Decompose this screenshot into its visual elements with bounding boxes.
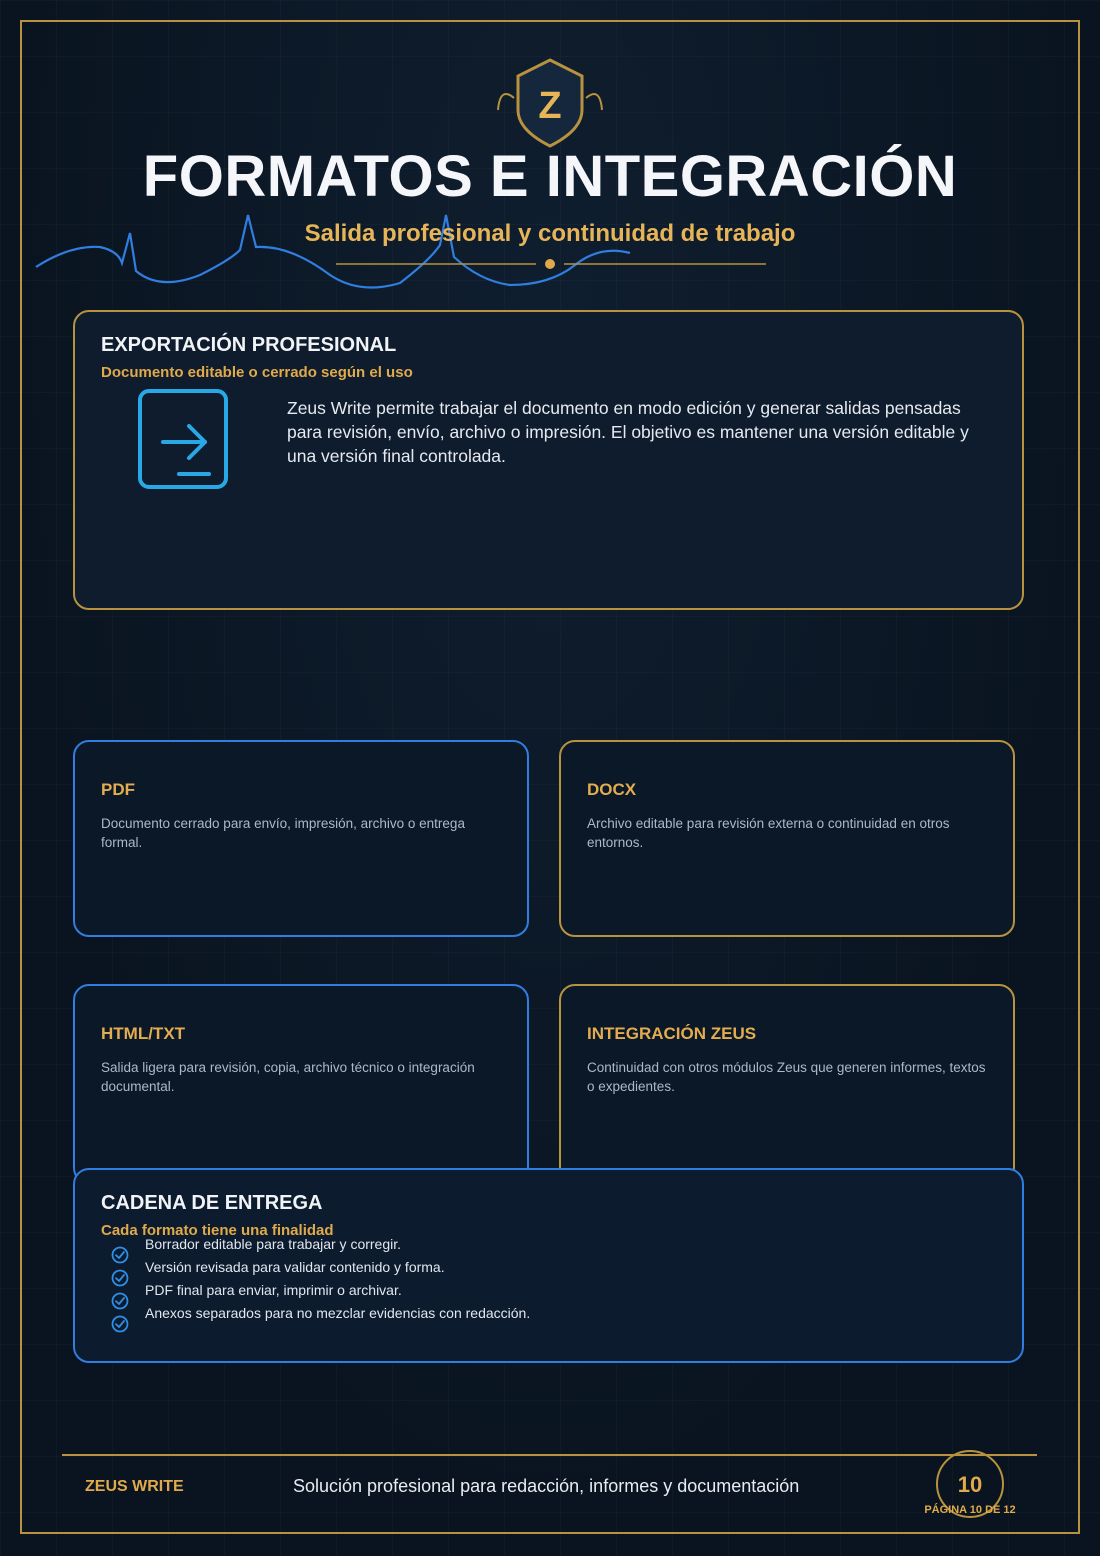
delivery-chain-heading: CADENA DE ENTREGA: [101, 1192, 323, 1214]
export-arrow-icon: [137, 388, 229, 490]
list-item-text: Anexos separados para no mezclar evidencias con redacción.: [145, 1305, 531, 1321]
page-label: PÁGINA 10 DE 12: [924, 1504, 1016, 1516]
list-item-text: Borrador editable para trabajar y corregir.: [145, 1236, 402, 1252]
delivery-chain-subheading: Cada formato tiene una finalidad: [101, 1222, 334, 1239]
format-description: Salida ligera para revisión, copia, archivo técnico o integración documental.: [101, 1060, 475, 1094]
export-heading: EXPORTACIÓN PROFESIONAL: [101, 334, 397, 356]
page-number: 10: [957, 1472, 983, 1497]
list-item-text: Versión revisada para validar contenido y forma.: [145, 1259, 445, 1275]
page-title: FORMATOS E INTEGRACIÓN: [142, 144, 958, 209]
list-item: [111, 1234, 530, 1257]
format-description: Documento cerrado para envío, impresión, archivo o entrega formal.: [101, 816, 465, 850]
delivery-chain-list: [111, 1234, 530, 1326]
export-card: [73, 310, 1024, 610]
format-title: DOCX: [587, 780, 637, 799]
list-item: [111, 1280, 530, 1303]
check-circle-icon: [111, 1315, 129, 1333]
logo-letter: Z: [538, 85, 562, 127]
format-card-docx: [559, 740, 1015, 937]
format-description: Continuidad con otros módulos Zeus que generen informes, textos o expedientes.: [587, 1060, 986, 1094]
format-card-html-txt: [73, 984, 529, 1184]
page-subtitle: Salida profesional y continuidad de trabajo: [304, 220, 796, 247]
delivery-chain-card: [73, 1168, 1024, 1363]
export-subheading: Documento editable o cerrado según el uso: [101, 364, 413, 381]
footer-brand: ZEUS WRITE: [85, 1478, 184, 1495]
list-item: [111, 1257, 530, 1280]
format-description: Archivo editable para revisión externa o continuidad en otros entornos.: [587, 816, 950, 850]
list-item-text: PDF final para enviar, imprimir o archivar.: [145, 1282, 402, 1298]
list-item: [111, 1303, 530, 1326]
format-title: PDF: [101, 780, 135, 799]
subtitle-divider: [336, 256, 766, 272]
format-card-pdf: [73, 740, 529, 937]
zeus-logo-icon: [494, 58, 606, 148]
format-title: HTML/TXT: [101, 1024, 186, 1043]
footer-tagline: Solución profesional para redacción, informes y documentación: [293, 1476, 800, 1496]
footer-divider: [62, 1454, 1037, 1456]
format-title: INTEGRACIÓN ZEUS: [587, 1024, 757, 1043]
format-card-integracion-zeus: [559, 984, 1015, 1184]
export-description: Zeus Write permite trabajar el documento en modo edición y generar salidas pensadas para revisión, envío, archivo o impresión. El objetivo es mantener una versión editable y una versión final controlada.: [287, 398, 969, 466]
